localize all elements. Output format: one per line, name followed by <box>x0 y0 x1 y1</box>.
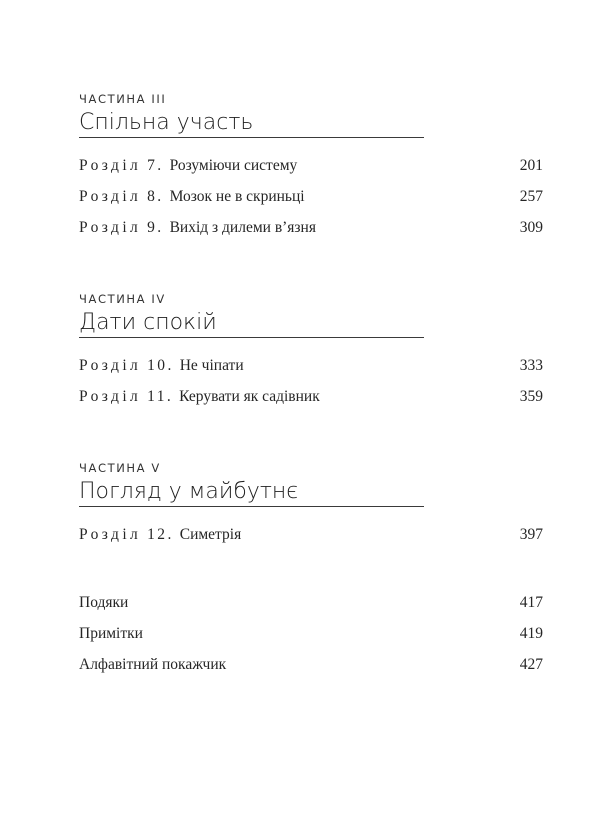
page-number: 417 <box>519 594 543 611</box>
page-number: 201 <box>519 157 543 174</box>
entry-title: Подяки <box>79 594 129 611</box>
page-number: 419 <box>519 625 543 642</box>
toc-entry-chapter-8[interactable] <box>79 181 543 212</box>
part-5-section <box>79 461 543 550</box>
chapter-number: 9. <box>147 219 164 236</box>
chapter-number: 10. <box>147 357 174 374</box>
toc-entry-chapter-12[interactable] <box>79 519 543 550</box>
toc-entry-notes[interactable] <box>79 618 543 649</box>
toc-entry-chapter-10[interactable] <box>79 350 543 381</box>
backmatter-list <box>79 587 543 680</box>
chapter-number: 12. <box>147 526 174 543</box>
toc-entry-chapter-7[interactable] <box>79 150 543 181</box>
chapter-word: Розділ <box>79 157 142 174</box>
chapter-title: Мозок не в скриньці <box>169 188 305 205</box>
entry-title: Примітки <box>79 625 143 642</box>
entry-title: Алфавітний покажчик <box>79 656 227 673</box>
part-divider <box>79 337 424 338</box>
part-label: ЧАСТИНА III <box>79 92 167 106</box>
page-number: 359 <box>519 388 543 405</box>
chapter-number: 7. <box>147 157 164 174</box>
chapter-list <box>79 350 543 412</box>
page-number: 427 <box>519 656 543 673</box>
part-label: ЧАСТИНА IV <box>79 292 166 306</box>
chapter-word: Розділ <box>79 219 142 236</box>
part-4-section <box>79 292 543 412</box>
chapter-word: Розділ <box>79 388 142 405</box>
chapter-number: 11. <box>147 388 174 405</box>
part-title: Погляд у майбутнє <box>79 479 299 504</box>
chapter-word: Розділ <box>79 188 142 205</box>
chapter-word: Розділ <box>79 357 142 374</box>
toc-entry-acknowledgements[interactable] <box>79 587 543 618</box>
part-title: Спільна участь <box>79 110 254 135</box>
chapter-list <box>79 519 543 550</box>
chapter-title: Розуміючи систему <box>169 157 298 174</box>
page-number: 333 <box>519 357 543 374</box>
toc-entry-chapter-9[interactable] <box>79 212 543 243</box>
part-divider <box>79 506 424 507</box>
chapter-title: Керувати як садівник <box>179 388 320 405</box>
toc-entry-chapter-11[interactable] <box>79 381 543 412</box>
chapter-word: Розділ <box>79 526 142 543</box>
chapter-title: Симетрія <box>179 526 242 543</box>
chapter-title: Не чіпати <box>179 357 244 374</box>
chapter-number: 8. <box>147 188 164 205</box>
chapter-title: Вихід з дилеми в’язня <box>169 219 316 236</box>
part-label: ЧАСТИНА V <box>79 461 161 475</box>
page-number: 309 <box>519 219 543 236</box>
part-divider <box>79 137 424 138</box>
page-number: 257 <box>519 188 543 205</box>
part-3-section <box>79 92 543 243</box>
part-title: Дати спокій <box>79 310 217 335</box>
toc-entry-index[interactable] <box>79 649 543 680</box>
page-number: 397 <box>519 526 543 543</box>
chapter-list <box>79 150 543 243</box>
